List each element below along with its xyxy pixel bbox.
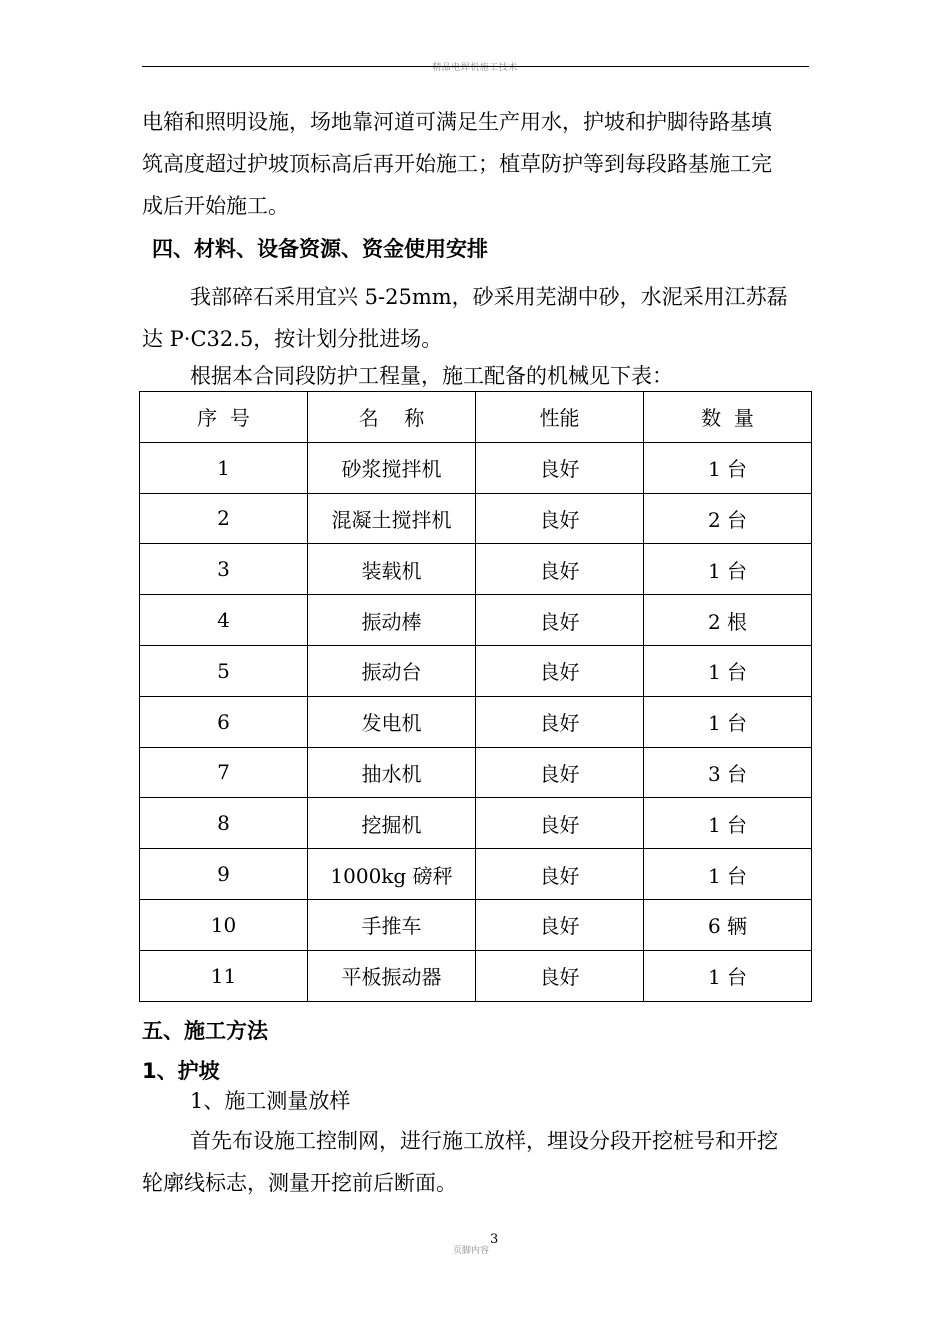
header-performance: 性能 bbox=[476, 392, 644, 443]
table-header-row bbox=[140, 392, 812, 443]
cell-name: 抽水机 bbox=[308, 747, 476, 798]
materials-line-1: 我部碎石采用宜兴 5-25mm，砂采用芜湖中砂，水泥采用江苏磊 bbox=[190, 285, 788, 309]
table-row bbox=[140, 595, 812, 646]
table-row bbox=[140, 442, 812, 493]
cell-index: 1 bbox=[140, 442, 308, 493]
cell-index: 9 bbox=[140, 849, 308, 900]
intro-line-3: 成后开始施工。 bbox=[142, 194, 289, 218]
table-row bbox=[140, 798, 812, 849]
cell-name: 手推车 bbox=[308, 899, 476, 950]
materials-line-2: 达 P·C32.5，按计划分批进场。 bbox=[142, 327, 443, 351]
cell-quantity: 6 辆 bbox=[644, 899, 812, 950]
page-number: 3 bbox=[490, 1232, 499, 1247]
cell-performance: 良好 bbox=[476, 493, 644, 544]
section-4-heading: 四、材料、设备资源、资金使用安排 bbox=[152, 237, 488, 261]
survey-line-1: 首先布设施工控制网，进行施工放样，埋设分段开挖桩号和开挖 bbox=[190, 1129, 778, 1153]
header-index: 序 号 bbox=[140, 392, 308, 443]
cell-quantity: 1 台 bbox=[644, 849, 812, 900]
cell-name: 平板振动器 bbox=[308, 950, 476, 1001]
cell-performance: 良好 bbox=[476, 595, 644, 646]
cell-performance: 良好 bbox=[476, 442, 644, 493]
survey-line-2: 轮廓线标志，测量开挖前后断面。 bbox=[142, 1171, 457, 1195]
cell-quantity: 3 台 bbox=[644, 747, 812, 798]
cell-performance: 良好 bbox=[476, 798, 644, 849]
cell-quantity: 2 台 bbox=[644, 493, 812, 544]
table-row bbox=[140, 645, 812, 696]
cell-index: 10 bbox=[140, 899, 308, 950]
cell-quantity: 1 台 bbox=[644, 696, 812, 747]
cell-performance: 良好 bbox=[476, 899, 644, 950]
header-quantity: 数 量 bbox=[644, 392, 812, 443]
cell-quantity: 1 台 bbox=[644, 798, 812, 849]
cell-name: 砂浆搅拌机 bbox=[308, 442, 476, 493]
cell-performance: 良好 bbox=[476, 849, 644, 900]
page-header-text: 精品电焊机施工技术 bbox=[432, 63, 518, 73]
cell-index: 2 bbox=[140, 493, 308, 544]
footer-text: 页脚内容 bbox=[453, 1246, 490, 1256]
cell-quantity: 1 台 bbox=[644, 645, 812, 696]
cell-index: 5 bbox=[140, 645, 308, 696]
intro-paragraph bbox=[142, 101, 809, 227]
subsection-1-heading: 1、护坡 bbox=[142, 1059, 220, 1083]
table-row bbox=[140, 849, 812, 900]
materials-paragraph bbox=[142, 276, 809, 360]
cell-name: 振动棒 bbox=[308, 595, 476, 646]
cell-index: 7 bbox=[140, 747, 308, 798]
cell-index: 3 bbox=[140, 544, 308, 595]
cell-name: 挖掘机 bbox=[308, 798, 476, 849]
intro-line-1: 电箱和照明设施，场地靠河道可满足生产用水，护坡和护脚待路基填 bbox=[142, 110, 772, 134]
cell-index: 6 bbox=[140, 696, 308, 747]
cell-name: 1000kg 磅秤 bbox=[308, 849, 476, 900]
cell-name: 混凝土搅拌机 bbox=[308, 493, 476, 544]
cell-index: 11 bbox=[140, 950, 308, 1001]
equipment-intro: 根据本合同段防护工程量，施工配备的机械见下表： bbox=[190, 364, 673, 388]
cell-performance: 良好 bbox=[476, 696, 644, 747]
cell-performance: 良好 bbox=[476, 747, 644, 798]
cell-name: 发电机 bbox=[308, 696, 476, 747]
header-rule bbox=[142, 66, 809, 67]
cell-index: 8 bbox=[140, 798, 308, 849]
cell-name: 振动台 bbox=[308, 645, 476, 696]
cell-quantity: 1 台 bbox=[644, 950, 812, 1001]
header-name: 名 称 bbox=[308, 392, 476, 443]
cell-performance: 良好 bbox=[476, 544, 644, 595]
table-row bbox=[140, 696, 812, 747]
table-row bbox=[140, 747, 812, 798]
cell-performance: 良好 bbox=[476, 645, 644, 696]
intro-line-2: 筑高度超过护坡顶标高后再开始施工；植草防护等到每段路基施工完 bbox=[142, 152, 772, 176]
table-row bbox=[140, 950, 812, 1001]
table-row bbox=[140, 544, 812, 595]
cell-index: 4 bbox=[140, 595, 308, 646]
cell-quantity: 2 根 bbox=[644, 595, 812, 646]
table-row bbox=[140, 493, 812, 544]
equipment-table bbox=[139, 391, 812, 1002]
table-row bbox=[140, 899, 812, 950]
cell-quantity: 1 台 bbox=[644, 544, 812, 595]
cell-performance: 良好 bbox=[476, 950, 644, 1001]
cell-name: 装载机 bbox=[308, 544, 476, 595]
section-5-heading: 五、施工方法 bbox=[142, 1019, 268, 1043]
survey-paragraph bbox=[142, 1120, 809, 1204]
cell-quantity: 1 台 bbox=[644, 442, 812, 493]
item-1-title: 1、施工测量放样 bbox=[190, 1089, 351, 1113]
